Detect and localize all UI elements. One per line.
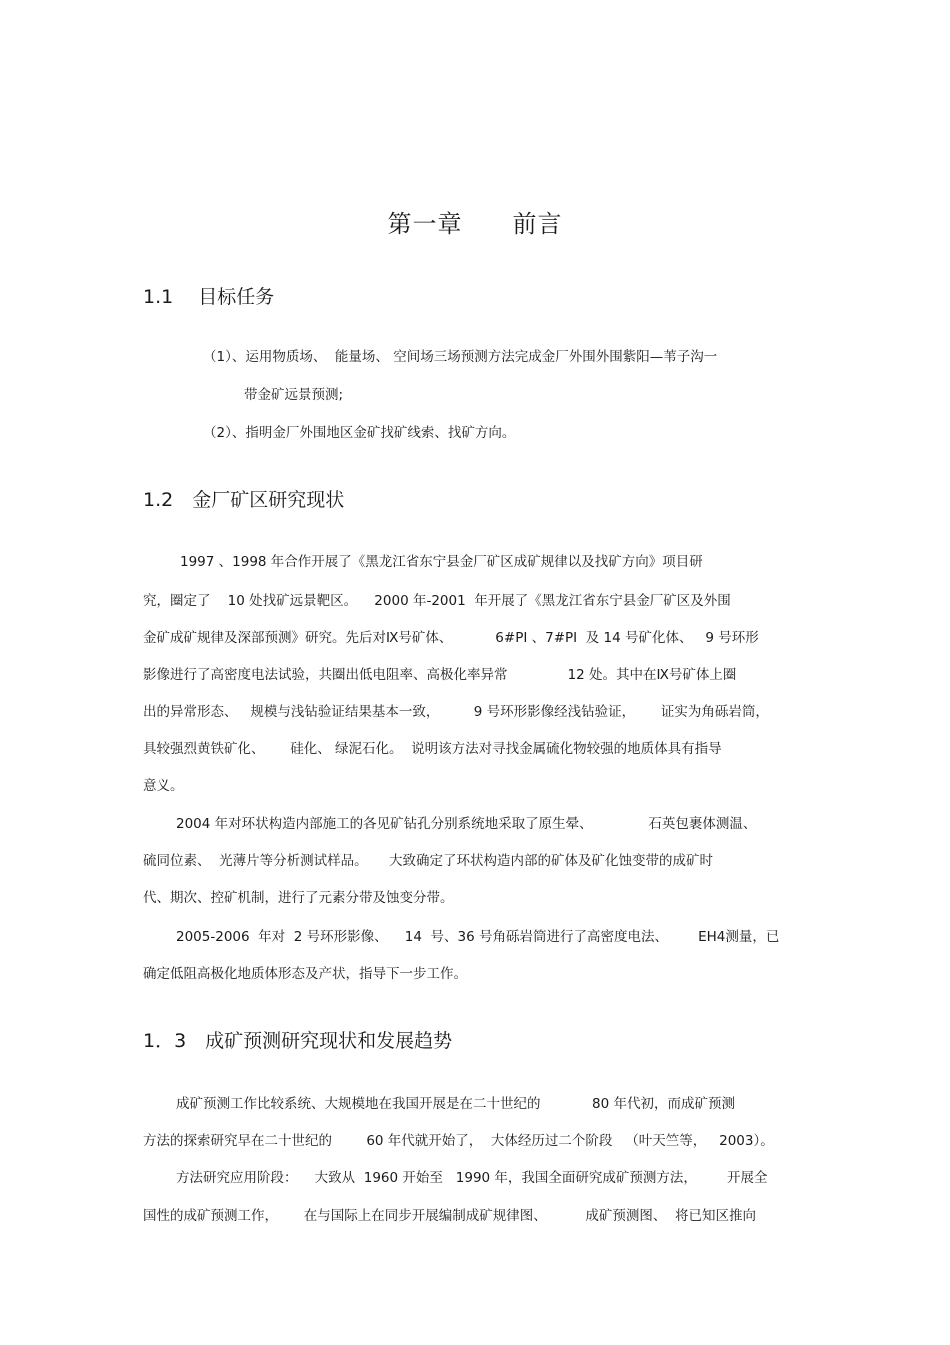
paragraph-line: 国性的成矿预测工作， 在与国际上在同步开展编制成矿规律图、 成矿预测图、 将已知区推向 [143, 1208, 756, 1224]
section-heading-1-1: 1.1 目标任务 [143, 286, 275, 308]
section-heading-1-2: 1.2 金厂矿区研究现状 [143, 489, 345, 511]
paragraph-line: 带金矿远景预测; [244, 387, 344, 403]
paragraph-line: 意义。 [143, 778, 184, 794]
paragraph-line: 代、期次、控矿机制，进行了元素分带及蚀变分带。 [143, 890, 454, 906]
paragraph-line: 确定低阻高极化地质体形态及产状，指导下一步工作。 [143, 966, 467, 982]
chapter-title: 第一章 前言 [387, 210, 563, 238]
paragraph-line: 方法研究应用阶段： 大致从 1960 开始至 1990 年，我国全面研究成矿预测方法， 开展全 [176, 1170, 768, 1186]
paragraph-line: 方法的探索研究早在二十世纪的 60 年代就开始了， 大体经历过二个阶段 （叶天竺等， 2003）。 [143, 1133, 774, 1149]
paragraph-line: 2004 年对环状构造内部施工的各见矿钻孔分别系统地采取了原生晕、 石英包裹体测温、 [176, 816, 757, 832]
paragraph-line: 1997 、1998 年合作开展了《黑龙江省东宁县金厂矿区成矿规律以及找矿方向》项目研 [180, 554, 703, 570]
paragraph-line: 具较强烈黄铁矿化、 硅化、 绿泥石化。 说明该方法对寻找金属硫化物较强的地质体具有指导 [143, 741, 722, 757]
paragraph-line: 究，圈定了 10 处找矿远景靶区。 2000 年-2001 年开展了《黑龙江省东宁县金厂矿区及外围 [143, 593, 731, 609]
paragraph-line: 影像进行了高密度电法试验，共圈出低电阻率、高极化率异常 12 处。其中在Ⅸ号矿体上圈 [143, 667, 737, 683]
paragraph-line: 出的异常形态、 规模与浅钻验证结果基本一致， 9 号环形影像经浅钻验证， 证实为角砾岩筒， [143, 704, 769, 720]
paragraph-line: 成矿预测工作比较系统、大规模地在我国开展是在二十世纪的 80 年代初，而成矿预测 [176, 1096, 735, 1112]
paragraph-line: （1）、运用物质场、 能量场、 空间场三场预测方法完成金厂外围外围紫阳—苇子沟一 [203, 349, 718, 365]
paragraph-line: 2005-2006 年对 2 号环形影像、 14 号、36 号角砾岩筒进行了高密度电法、 EH4测量，已 [176, 929, 780, 945]
section-heading-1-3: 1．3 成矿预测研究现状和发展趋势 [143, 1030, 453, 1052]
paragraph-line: 金矿成矿规律及深部预测》研究。先后对Ⅸ号矿体、 6#PI 、7#PI 及 14 号矿化体、 9 号环形 [143, 630, 759, 646]
paragraph-line: （2）、指明金厂外围地区金矿找矿线索、找矿方向。 [203, 425, 516, 441]
paragraph-line: 硫同位素、 光薄片等分析测试样品。 大致确定了环状构造内部的矿体及矿化蚀变带的成矿时 [143, 853, 714, 869]
